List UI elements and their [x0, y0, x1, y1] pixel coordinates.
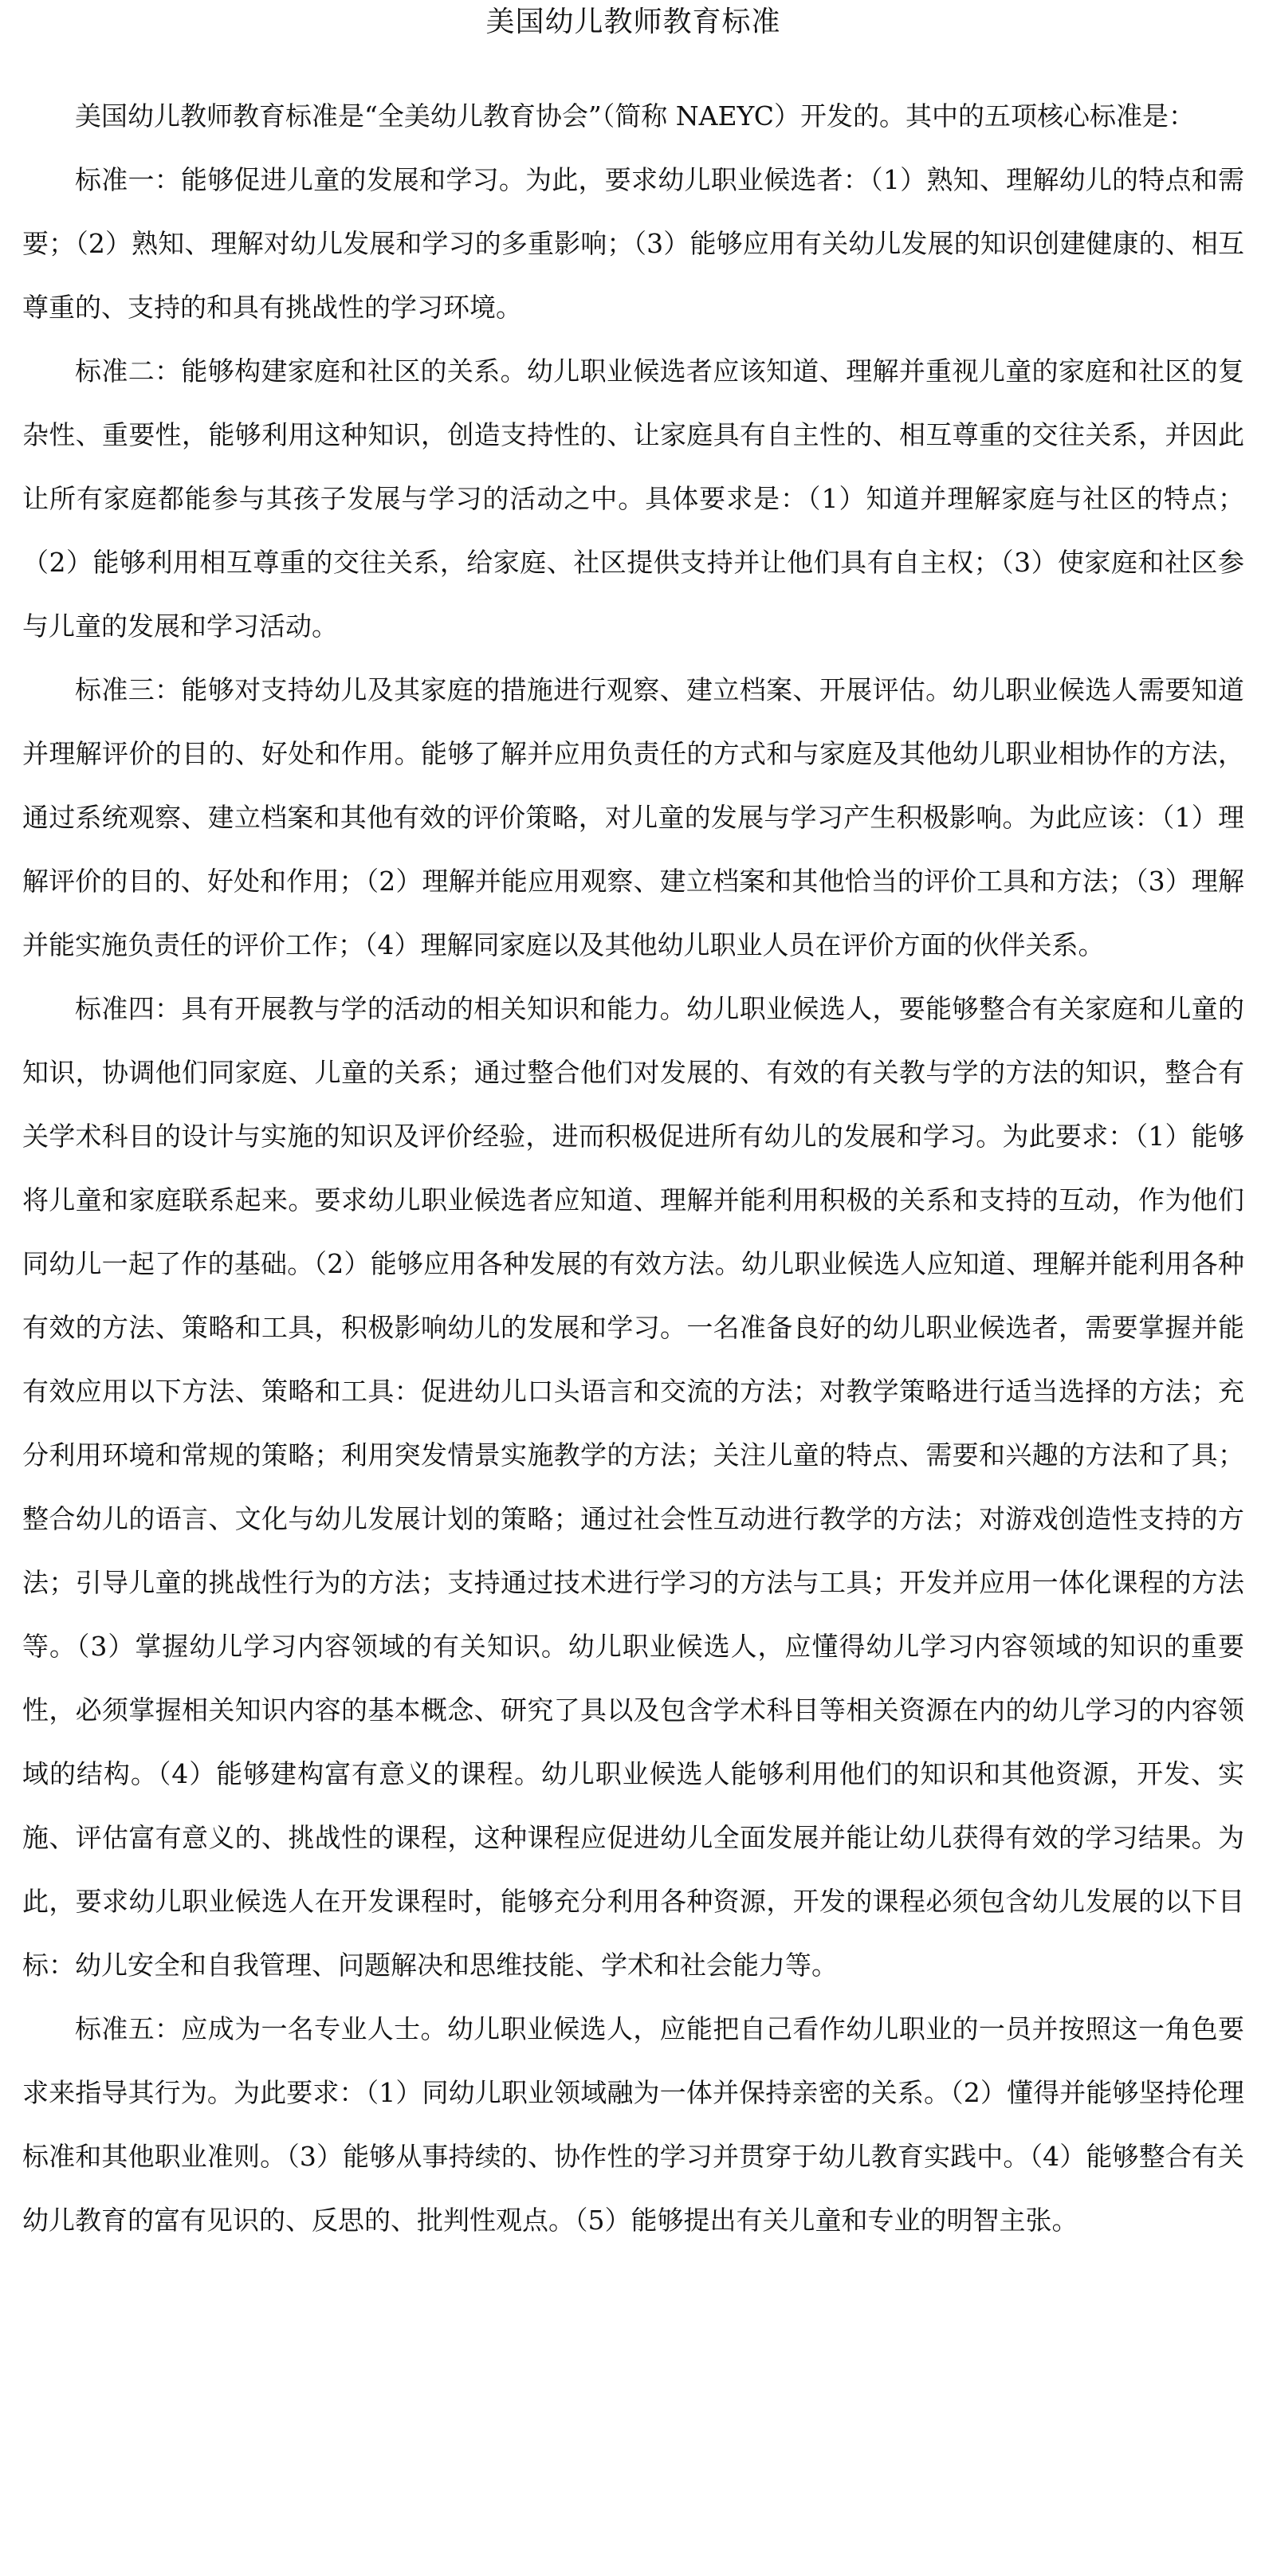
standard-four-paragraph: 标准四：具有开展教与学的活动的相关知识和能力。幼儿职业候选人，要能够整合有关家庭和儿童的知识，协调他们同家庭、儿童的关系；通过整合他们对发展的、有效的有关教与学的方法的知识，整合有关学术科目的设计与实施的知识及评价经验，进而积极促进所有幼儿的发展和学习。为此要求：（1）能够将儿童和家庭联系起来。要求幼儿职业候选者应知道、理解并能利用积极的关系和支持的互动，作为他们同幼儿一起了作的基础。（2）能够应用各种发展的有效方法。幼儿职业候选人应知道、理解并能利用各种有效的方法、策略和工具，积极影响幼儿的发展和学习。一名准备良好的幼儿职业候选者，需要掌握并能有效应用以下方法、策略和工具：促进幼儿口头语言和交流的方法；对教学策略进行适当选择的方法；充分利用环境和常规的策略；利用突发情景实施教学的方法；关注儿童的特点、需要和兴趣的方法和了具；整合幼儿的语言、文化与幼儿发展计划的策略；通过社会性互动进行教学的方法；对游戏创造性支持的方法；引导儿童的挑战性行为的方法；支持通过技术进行学习的方法与工具；开发并应用一体化课程的方法等。（3）掌握幼儿学习内容领域的有关知识。幼儿职业候选人，应懂得幼儿学习内容领域的知识的重要性，必须掌握相关知识内容的基本概念、研究了具以及包含学术科目等相关资源在内的幼儿学习的内容领域的结构。（4）能够建构富有意义的课程。幼儿职业候选人能够利用他们的知识和其他资源，开发、实施、评估富有意义的、挑战性的课程，这种课程应促进幼儿全面发展并能让幼儿获得有效的学习结果。为此，要求幼儿职业候选人在开发课程时，能够充分利用各种资源，开发的课程必须包含幼儿发展的以下目标：幼儿安全和自我管理、问题解决和思维技能、学术和社会能力等。: [22, 993, 1244, 1981]
standard-two-paragraph: 标准二：能够构建家庭和社区的关系。幼儿职业候选者应该知道、理解并重视儿童的家庭和社区的复杂性、重要性，能够利用这种知识，创造支持性的、让家庭具有自主性的、相互尊重的交往关系，并因此让所有家庭都能参与其孩子发展与学习的活动之中。具体要求是：（1）知道并理解家庭与社区的特点；（2）能够利用相互尊重的交往关系，给家庭、社区提供支持并让他们具有自主权；（3）使家庭和社区参与儿童的发展和学习活动。: [22, 355, 1244, 642]
standard-five-paragraph: 标准五：应成为一名专业人士。幼儿职业候选人，应能把自己看作幼儿职业的一员并按照这一角色要求来指导其行为。为此要求：（1）同幼儿职业领域融为一体并保持亲密的关系。（2）懂得并能够坚持伦理标准和其他职业准则。（3）能够从事持续的、协作性的学习并贯穿于幼儿教育实践中。（4）能够整合有关幼儿教育的富有见识的、反思的、批判性观点。（5）能够提出有关儿童和专业的明智主张。: [22, 2013, 1244, 2236]
intro-paragraph: 美国幼儿教师教育标准是“全美幼儿教育协会”（简称 NAEYC）开发的。其中的五项核心标准是：: [75, 100, 1195, 132]
standard-three-paragraph: 标准三：能够对支持幼儿及其家庭的措施进行观察、建立档案、开展评估。幼儿职业候选人需要知道并理解评价的目的、好处和作用。能够了解并应用负责任的方式和与家庭及其他幼儿职业相协作的方法，通过系统观察、建立档案和其他有效的评价策略，对儿童的发展与学习产生积极影响。为此应该：（1）理解评价的目的、好处和作用；（2）理解并能应用观察、建立档案和其他恰当的评价工具和方法；（3）理解并能实施负责任的评价工作；（4）理解同家庭以及其他幼儿职业人员在评价方面的伙伴关系。: [22, 674, 1244, 960]
document-title: 美国幼儿教师教育标准: [485, 6, 781, 38]
standard-one-paragraph: 标准一：能够促进儿童的发展和学习。为此，要求幼儿职业候选者：（1）熟知、理解幼儿的特点和需要；（2）熟知、理解对幼儿发展和学习的多重影响；（3）能够应用有关幼儿发展的知识创建健康的、相互尊重的、支持的和具有挑战性的学习环境。: [22, 164, 1244, 323]
document-page: [0, 5, 1265, 2576]
